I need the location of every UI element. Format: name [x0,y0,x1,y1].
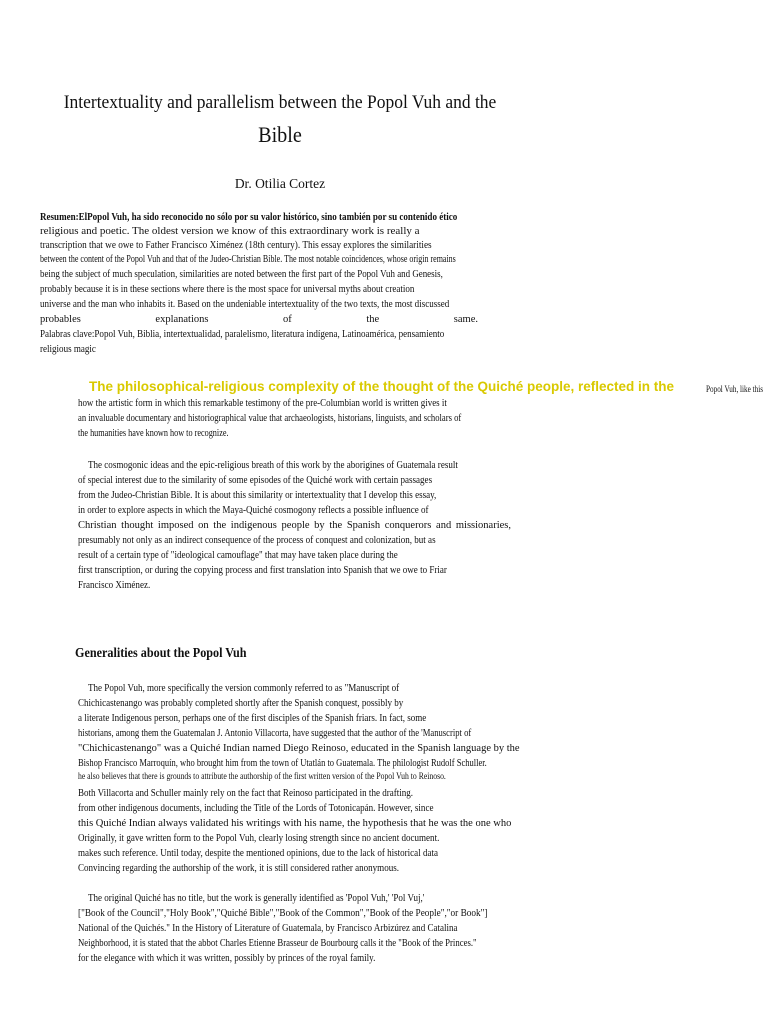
paragraph-line: in order to explore aspects in which the Maya-Quiché cosmogony reflects a possible influence of [78,505,429,516]
paragraph-line: presumably not only as an indirect consequence of the process of conquest and colonization, but as [78,535,436,546]
abstract-line: between the content of the Popol Vuh and that of the Judeo-Christian Bible. The most notable coincidences, whose origin remains [40,254,456,265]
paragraph-line: historians, among them the Guatemalan J. Antonio Villacorta, have suggested that the author of the 'Manuscript of [78,728,472,739]
document-title-line-1: Intertextuality and parallelism between the Popol Vuh and the [63,92,497,113]
paragraph-line: Convincing regarding the authorship of the work, it is still considered rather anonymous. [78,863,400,874]
paragraph-line: Bishop Francisco Marroquín, who brought him from the town of Utatlán to Guatemala. The philologist Rudolf Schuller. [78,758,487,769]
abstract-line: religious magic [40,344,96,355]
section-heading: Generalities about the Popol Vuh [75,645,247,660]
paragraph-line: Christian thought imposed on the indigenous people by the Spanish conquerors and missionaries, [78,520,511,531]
paragraph-line: a literate Indigenous person, perhaps one of the first disciples of the Spanish friars. In fact, some [78,713,427,724]
paragraph-line: The Popol Vuh, more specifically the version commonly referred to as "Manuscript of [88,683,400,694]
paragraph-line: Francisco Ximénez. [78,580,151,591]
abstract-line: religious and poetic. The oldest version we know of this extraordinary work is really a [40,225,420,237]
paragraph-line: he also believes that there is grounds to attribute the authorship of the first written version of the Popol Vuh to Reinoso. [78,772,446,782]
abstract-line: universe and the man who inhabits it. Based on the undeniable intertextuality of the two texts, the most discussed [40,299,450,310]
paragraph-line: first transcription, or during the copying process and first translation into Spanish that we owe to Friar [78,565,447,576]
highlighted-sentence: The philosophical-religious complexity of the thought of the Quiché people, reflected in the [89,379,675,394]
abstract-line: transcription that we owe to Father Francisco Ximénez (18th century). This essay explores the similarities [40,240,432,251]
paragraph-line: Neighborhood, it is stated that the abbot Charles Etienne Brasseur de Bourbourg calls it the "Book of the Princes." [78,938,477,949]
paragraph-line: of special interest due to the similarity of some episodes of the Quiché work with certain passages [78,475,433,486]
intro-line: the humanities have known how to recognize. [78,428,229,439]
abstract-line: Palabras clave:Popol Vuh, Biblia, intertextualidad, paralelismo, literatura indígena, Latinoamérica, pensamiento [40,329,445,340]
paragraph-line: The original Quiché has no title, but the work is generally identified as 'Popol Vuh,' 'Pol Vuj,' [88,893,425,904]
paragraph-line: ["Book of the Council","Holy Book","Quiché Bible","Book of the Common","Book of the People","or Book"] [78,908,488,919]
paragraph-line: The cosmogonic ideas and the epic-religious breath of this work by the aborigines of Guatemala result [88,460,458,471]
paragraph-line: this Quiché Indian always validated his writings with his name, the hypothesis that he was the one who [78,818,512,829]
author-name: Dr. Otilia Cortez [234,176,326,191]
paragraph-line: from the Judeo-Christian Bible. It is about this similarity or intertextuality that I develop this essay, [78,490,437,501]
paragraph-line: "Chichicastenango" was a Quiché Indian named Diego Reinoso, educated in the Spanish language by the [78,743,520,754]
paragraph-line: for the elegance with which it was written, possibly by princes of the royal family. [78,953,376,964]
abstract-line: Resumen:ElPopol Vuh, ha sido reconocido no sólo por su valor histórico, sino también por su contenido ético [40,212,458,223]
highlighted-sentence-tail: Popol Vuh, like this [706,384,764,394]
paragraph-line: makes such reference. Until today, despite the mentioned opinions, due to the lack of historical data [78,848,439,859]
paragraph-line: National of the Quichés." In the History of Literature of Guatemala, by Francisco Arbizúrez and Catalina [78,923,458,934]
paragraph-line: Chichicastenango was probably completed shortly after the Spanish conquest, possibly by [78,698,404,709]
intro-line: an invaluable documentary and historiographical value that archaeologists, historians, linguists, and scholars of [78,413,462,424]
paragraph-line: from other indigenous documents, including the Title of the Lords of Totonicapán. However, since [78,803,434,814]
abstract-line: probables explanations of the same. [40,314,478,325]
paragraph-line: Originally, it gave written form to the Popol Vuh, clearly losing strength since no ancient document. [78,833,440,844]
paragraph-line: result of a certain type of "ideological camouflage" that may have taken place during the [78,550,398,561]
abstract-line: being the subject of much speculation, similarities are noted between the first part of the Popol Vuh and Genesis, [40,269,443,280]
intro-line: how the artistic form in which this remarkable testimony of the pre-Columbian world is written gives it [78,398,447,409]
abstract-line: probably because it is in these sections where there is the most space for universal myths about creation [40,284,415,295]
document-title-line-2: Bible [258,122,302,147]
paragraph-line: Both Villacorta and Schuller mainly rely on the fact that Reinoso participated in the drafting. [78,788,414,799]
